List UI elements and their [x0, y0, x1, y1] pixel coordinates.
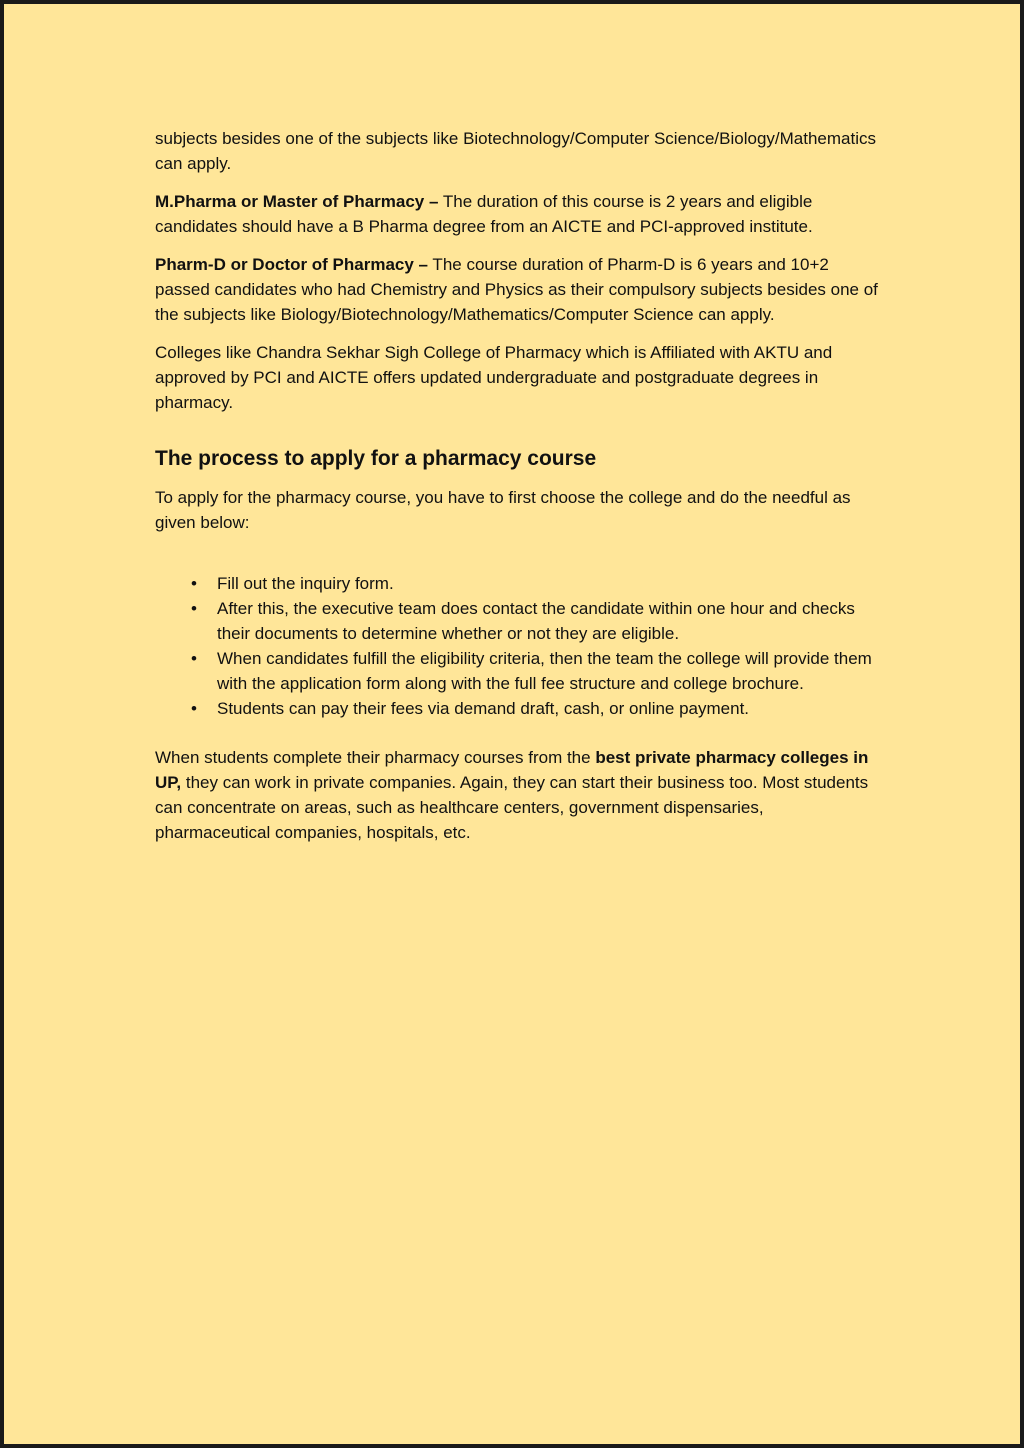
intro-fragment: subjects besides one of the subjects like Biotechnology/Computer Science/Biology/Mathematics can apply.	[155, 129, 876, 173]
step-text: Fill out the inquiry form.	[217, 574, 394, 593]
mpharma-label: M.Pharma or Master of Pharmacy –	[155, 192, 439, 211]
step-text: When candidates fulfill the eligibility criteria, then the team the college will provide them with the application form along with the full fee structure and college brochure.	[217, 649, 872, 693]
mpharma-text: The duration of this course is 2 years and eligible candidates should have a B Pharma degree from an AICTE and PCI-approved institute.	[155, 192, 813, 236]
process-heading: The process to apply for a pharmacy course	[155, 447, 597, 470]
closing-text-before: When students complete their pharmacy courses from the	[155, 748, 596, 767]
closing-bold-link-text: best private pharmacy colleges in UP,	[155, 748, 869, 792]
document-body	[155, 126, 881, 858]
bullet-icon: •	[191, 699, 197, 718]
pharmd-text: The course duration of Pharm-D is 6 years and 10+2 passed candidates who had Chemistry and Physics as their compulsory subjects besides one of the subjects like Biology/Biotechnology/Mathematics/Computer Science can apply.	[155, 255, 878, 324]
list-item	[155, 696, 881, 721]
step-text: After this, the executive team does contact the candidate within one hour and checks their documents to determine whether or not they are eligible.	[217, 599, 855, 643]
pharmd-paragraph	[155, 252, 881, 327]
list-item	[155, 571, 881, 596]
list-item	[155, 646, 881, 696]
bullet-icon: •	[191, 574, 197, 593]
bullet-icon: •	[191, 649, 197, 668]
closing-paragraph	[155, 745, 881, 845]
closing-text-after: they can work in private companies. Again, they can start their business too. Most students can concentrate on areas, such as healthcare centers, government dispensaries, pharmaceutical companies, hospitals, etc.	[155, 773, 869, 842]
list-item	[155, 596, 881, 646]
mpharma-paragraph	[155, 189, 881, 239]
colleges-paragraph: Colleges like Chandra Sekhar Sigh College of Pharmacy which is Affiliated with AKTU and approved by PCI and AICTE offers updated undergraduate and postgraduate degrees in pharmacy.	[155, 343, 833, 412]
process-intro: To apply for the pharmacy course, you have to first choose the college and do the needful as given below:	[155, 488, 851, 532]
step-text: Students can pay their fees via demand draft, cash, or online payment.	[217, 699, 750, 718]
bullet-icon: •	[191, 599, 197, 618]
process-steps-list	[155, 571, 881, 721]
pharmd-label: Pharm-D or Doctor of Pharmacy –	[155, 255, 429, 274]
